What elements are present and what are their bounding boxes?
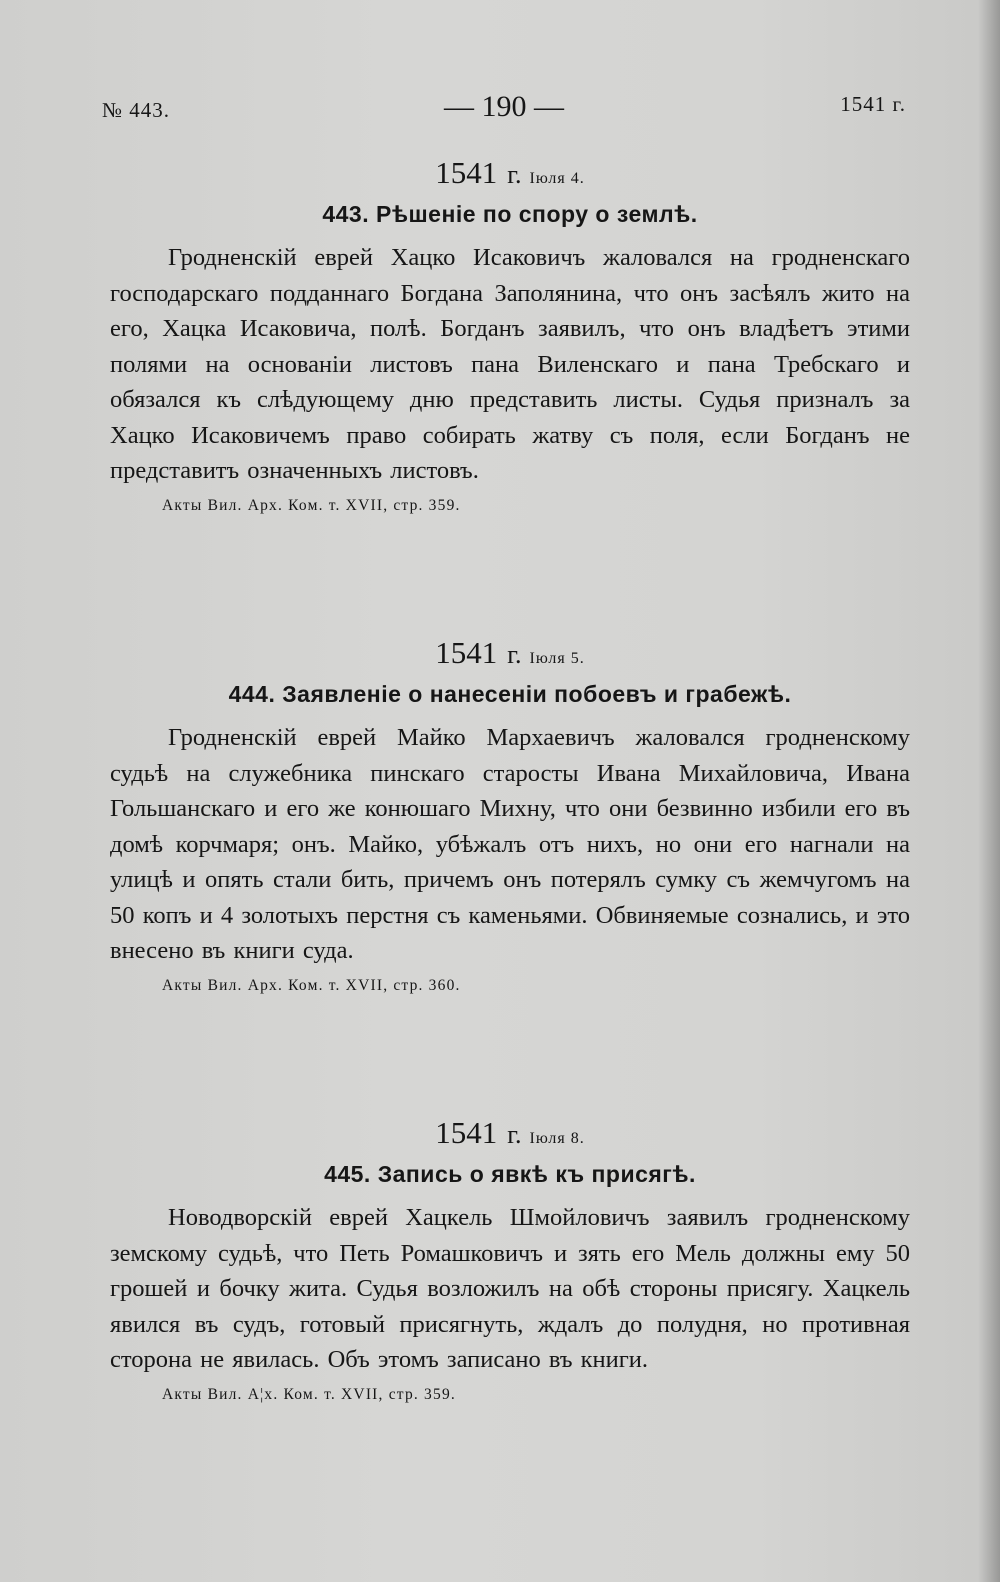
entry-year-abbr: г. <box>507 640 522 669</box>
entry-source: Акты Вил. А¦х. Ком. т. XVII, стр. 359. <box>162 1385 456 1403</box>
entry-day: Іюля 4. <box>529 170 585 187</box>
entry-number-header: № 443. <box>102 98 171 122</box>
entry-443 <box>110 155 910 515</box>
entry-title: 444. Заявленіе о нанесеніи побоевъ и грабежѣ. <box>228 681 792 707</box>
entry-445 <box>110 1115 910 1404</box>
entry-title: 445. Запись о явкѣ къ присягѣ. <box>324 1161 696 1187</box>
entry-day: Іюля 8. <box>529 1130 585 1147</box>
entry-day: Іюля 5. <box>529 650 585 667</box>
running-head <box>102 90 906 130</box>
entry-year-abbr: г. <box>507 160 522 189</box>
entry-year: 1541 <box>435 155 498 190</box>
entry-date <box>110 155 910 191</box>
entry-title: 443. Рѣшеніе по спору о землѣ. <box>322 201 698 227</box>
entry-text: Новодворскій еврей Хацкель Шмойловичъ заявилъ гродненскому земскому судьѣ, что Петь Ромашковичъ и зять его Мель должны ему 50 грошей и бочку жита. Судья возложилъ на обѣ стороны присягу. Хацкель явился въ судъ, готовый присягнуть, ждалъ до полудня, но противная сторона не явилась. Объ этомъ записано въ книги. <box>110 1204 910 1373</box>
entry-year: 1541 <box>435 1115 498 1150</box>
entry-text: Гродненскій еврей Хацко Исаковичъ жаловался на гродненскаго господарскаго подданнаго Богдана Заполянина, что онъ засѣялъ жито на его, Хацка Исаковича, полѣ. Богданъ заявилъ, что онъ владѣетъ этими полями на основаніи листовъ пана Виленскаго и пана Требскаго и обязался къ слѣдующему дню представить листы. Судья призналъ за Хацко Исаковичемъ право собирать жатву съ поля, если Богданъ не представитъ означенныхъ листовъ. <box>110 244 910 484</box>
page-number: — 190 — <box>444 90 564 123</box>
entry-year: 1541 <box>435 635 498 670</box>
entry-text: Гродненскій еврей Майко Мархаевичъ жаловался гродненскому судьѣ на служебника пинскаго старосты Ивана Михайловича, Ивана Гольшанскаго и его же конюшаго Михну, что они безвинно избили его въ домѣ корчмаря; онъ. Майко, убѣжалъ отъ нихъ, но они его нагнали на улицѣ и опять стали бить, причемъ онъ потерялъ сумку съ жемчугомъ на 50 копъ и 4 золотыхъ перстня съ каменьями. Обвиняемые сознались, и это внесено въ книги суда. <box>110 724 910 964</box>
year-header: 1541 г. <box>840 92 906 116</box>
entry-source: Акты Вил. Арх. Ком. т. XVII, стр. 360. <box>162 976 461 994</box>
entry-date <box>110 635 910 671</box>
entry-444 <box>110 635 910 995</box>
entry-date <box>110 1115 910 1151</box>
entry-year-abbr: г. <box>507 1120 522 1149</box>
entry-source: Акты Вил. Арх. Ком. т. XVII, стр. 359. <box>162 496 461 514</box>
